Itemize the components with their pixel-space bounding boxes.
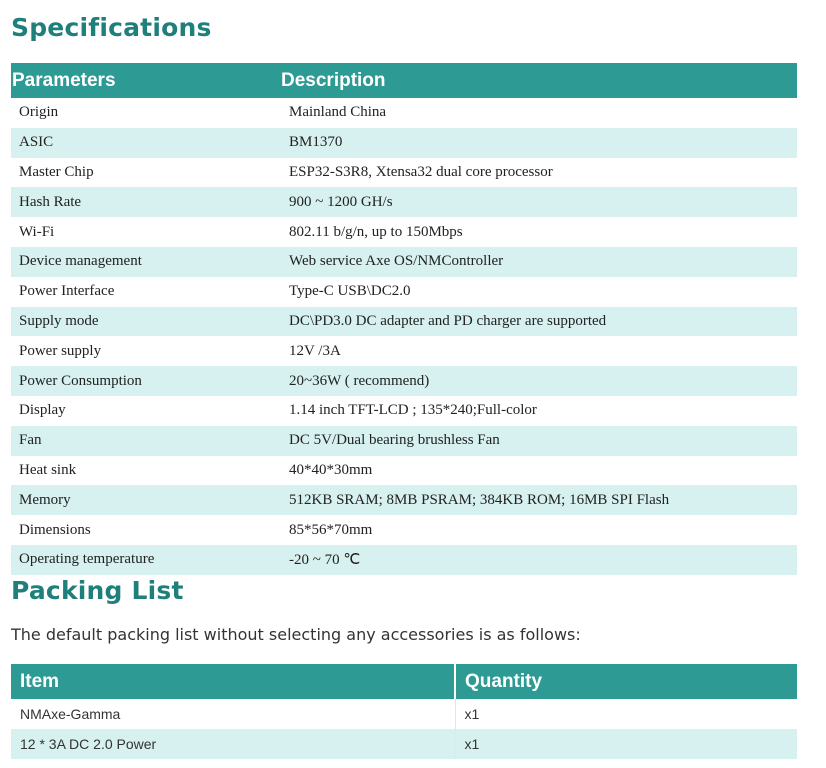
parameter-cell: Display [19,402,66,419]
table-header-row [11,664,797,699]
description-cell: 900 ~ 1200 GH/s [281,187,797,217]
description-cell: 802.11 b/g/n, up to 150Mbps [289,223,463,240]
description-cell: Type-C USB\DC2.0 [289,283,411,300]
parameter-cell: Heat sink [19,461,77,478]
specifications-table-body [11,98,797,575]
table-row [11,128,797,158]
specifications-heading: Specifications [11,13,212,42]
specifications-table [11,63,797,575]
description-cell: BM1370 [281,128,797,158]
description-cell: 20~36W ( recommend) [281,366,797,396]
description-cell: 1.14 inch TFT-LCD ; 135*240;Full-color [289,402,537,419]
column-header-parameters: Parameters [11,63,281,98]
item-cell: 12 * 3A DC 2.0 Power [11,729,455,759]
table-row [11,699,797,729]
table-row [11,545,797,575]
packing-list-table-body [11,699,797,759]
packing-list-heading: Packing List [11,576,184,605]
description-cell: -20 ~ 70 ℃ [281,545,797,575]
table-row [11,277,797,307]
table-row [11,98,797,128]
description-cell: 512KB SRAM; 8MB PSRAM; 384KB ROM; 16MB SPI Flash [281,485,797,515]
table-row [11,456,797,486]
table-row [11,187,797,217]
column-header-item: Item [11,664,455,699]
parameter-cell: Wi-Fi [19,223,55,240]
table-row [11,366,797,396]
parameter-cell: Dimensions [19,521,91,538]
packing-list-intro: The default packing list without selecting any accessories is as follows: [11,625,581,644]
description-cell: 40*40*30mm [289,461,373,478]
table-row [11,515,797,545]
parameter-cell: Operating temperature [11,545,281,575]
parameter-cell: Supply mode [11,307,281,337]
parameter-cell: Power Consumption [11,366,281,396]
quantity-cell: x1 [464,706,480,722]
parameter-cell: Power Interface [19,283,115,300]
packing-list-table [11,664,797,759]
description-cell: 85*56*70mm [289,521,373,538]
parameter-cell: Master Chip [19,163,94,180]
table-row [11,217,797,247]
parameter-cell: ASIC [11,128,281,158]
parameter-cell: Power supply [19,342,102,359]
description-cell: Mainland China [289,104,387,121]
item-cell: NMAxe-Gamma [11,699,455,729]
parameter-cell: Origin [19,104,59,121]
description-cell: DC 5V/Dual bearing brushless Fan [281,426,797,456]
description-cell: 12V /3A [289,342,341,359]
table-row [11,485,797,515]
parameter-cell: Device management [11,247,281,277]
table-row [11,307,797,337]
table-header-row [11,63,797,98]
column-header-quantity: Quantity [455,664,797,699]
parameter-cell: Memory [11,485,281,515]
table-row [11,158,797,188]
table-row [11,336,797,366]
quantity-cell: x1 [455,729,797,759]
table-row [11,247,797,277]
table-row [11,729,797,759]
column-header-description: Description [281,63,797,98]
table-row [11,426,797,456]
description-cell: ESP32-S3R8, Xtensa32 dual core processor [289,163,553,180]
description-cell: Web service Axe OS/NMController [281,247,797,277]
description-cell: DC\PD3.0 DC adapter and PD charger are supported [281,307,797,337]
table-row [11,396,797,426]
parameter-cell: Hash Rate [11,187,281,217]
parameter-cell: Fan [11,426,281,456]
